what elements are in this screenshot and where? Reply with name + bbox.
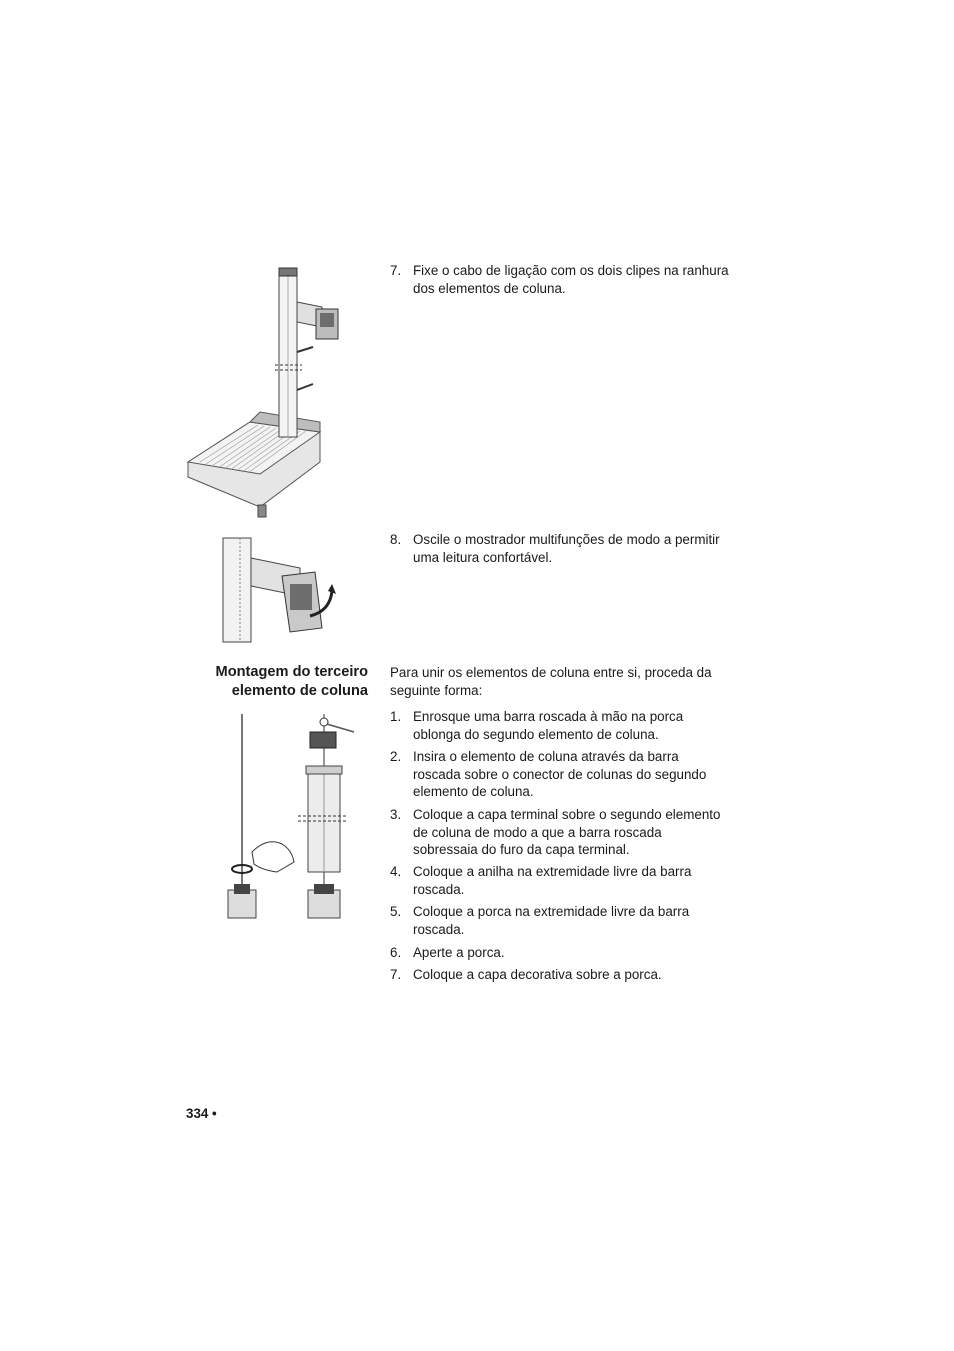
page-number: 334 • [186, 1106, 217, 1121]
step-text: Aperte a porca. [413, 945, 505, 960]
step-text: Coloque a anilha na extremidade livre da barra roscada. [413, 864, 692, 897]
step-item [390, 944, 730, 962]
section-heading [170, 663, 368, 701]
step-item [390, 966, 730, 984]
step-item [390, 708, 730, 743]
step-number: 2. [390, 749, 402, 764]
step-item [390, 748, 730, 801]
step-item [390, 806, 730, 859]
step-number: 4. [390, 864, 402, 879]
scale-column-illustration [180, 262, 350, 522]
step-number: 5. [390, 904, 402, 919]
step-item [390, 531, 730, 566]
column-assembly-illustration [222, 712, 362, 920]
step-text: Fixe o cabo de ligação com os dois clipes na ranhura dos elementos de coluna. [413, 263, 729, 296]
step-number: 1. [390, 709, 402, 724]
step-number: 7. [390, 967, 402, 982]
step-item [390, 863, 730, 898]
step-item [390, 903, 730, 938]
step-number: 7. [390, 263, 402, 278]
display-swivel-illustration [220, 536, 345, 644]
step-number: 3. [390, 807, 402, 822]
step-text: Coloque a porca na extremidade livre da barra roscada. [413, 904, 690, 937]
step-text: Oscile o mostrador multifunções de modo a permitir uma leitura confortável. [413, 532, 720, 565]
intro-paragraph: Para unir os elementos de coluna entre si, proceda da seguinte forma: [390, 665, 712, 698]
step-text: Coloque a capa terminal sobre o segundo elemento de coluna de modo a que a barra roscada sobressaia do furo da capa terminal. [413, 807, 721, 858]
step-item [390, 262, 730, 297]
step-text: Enrosque uma barra roscada à mão na porca oblonga do segundo elemento de coluna. [413, 709, 684, 742]
heading-line: Montagem do terceiro [215, 664, 368, 680]
step-text: Coloque a capa decorativa sobre a porca. [413, 967, 662, 982]
step-text: Insira o elemento de coluna através da barra roscada sobre o conector de colunas do segundo elemento de coluna. [413, 749, 707, 800]
step-number: 6. [390, 945, 402, 960]
heading-line: elemento de coluna [231, 683, 368, 699]
step-number: 8. [390, 532, 402, 547]
